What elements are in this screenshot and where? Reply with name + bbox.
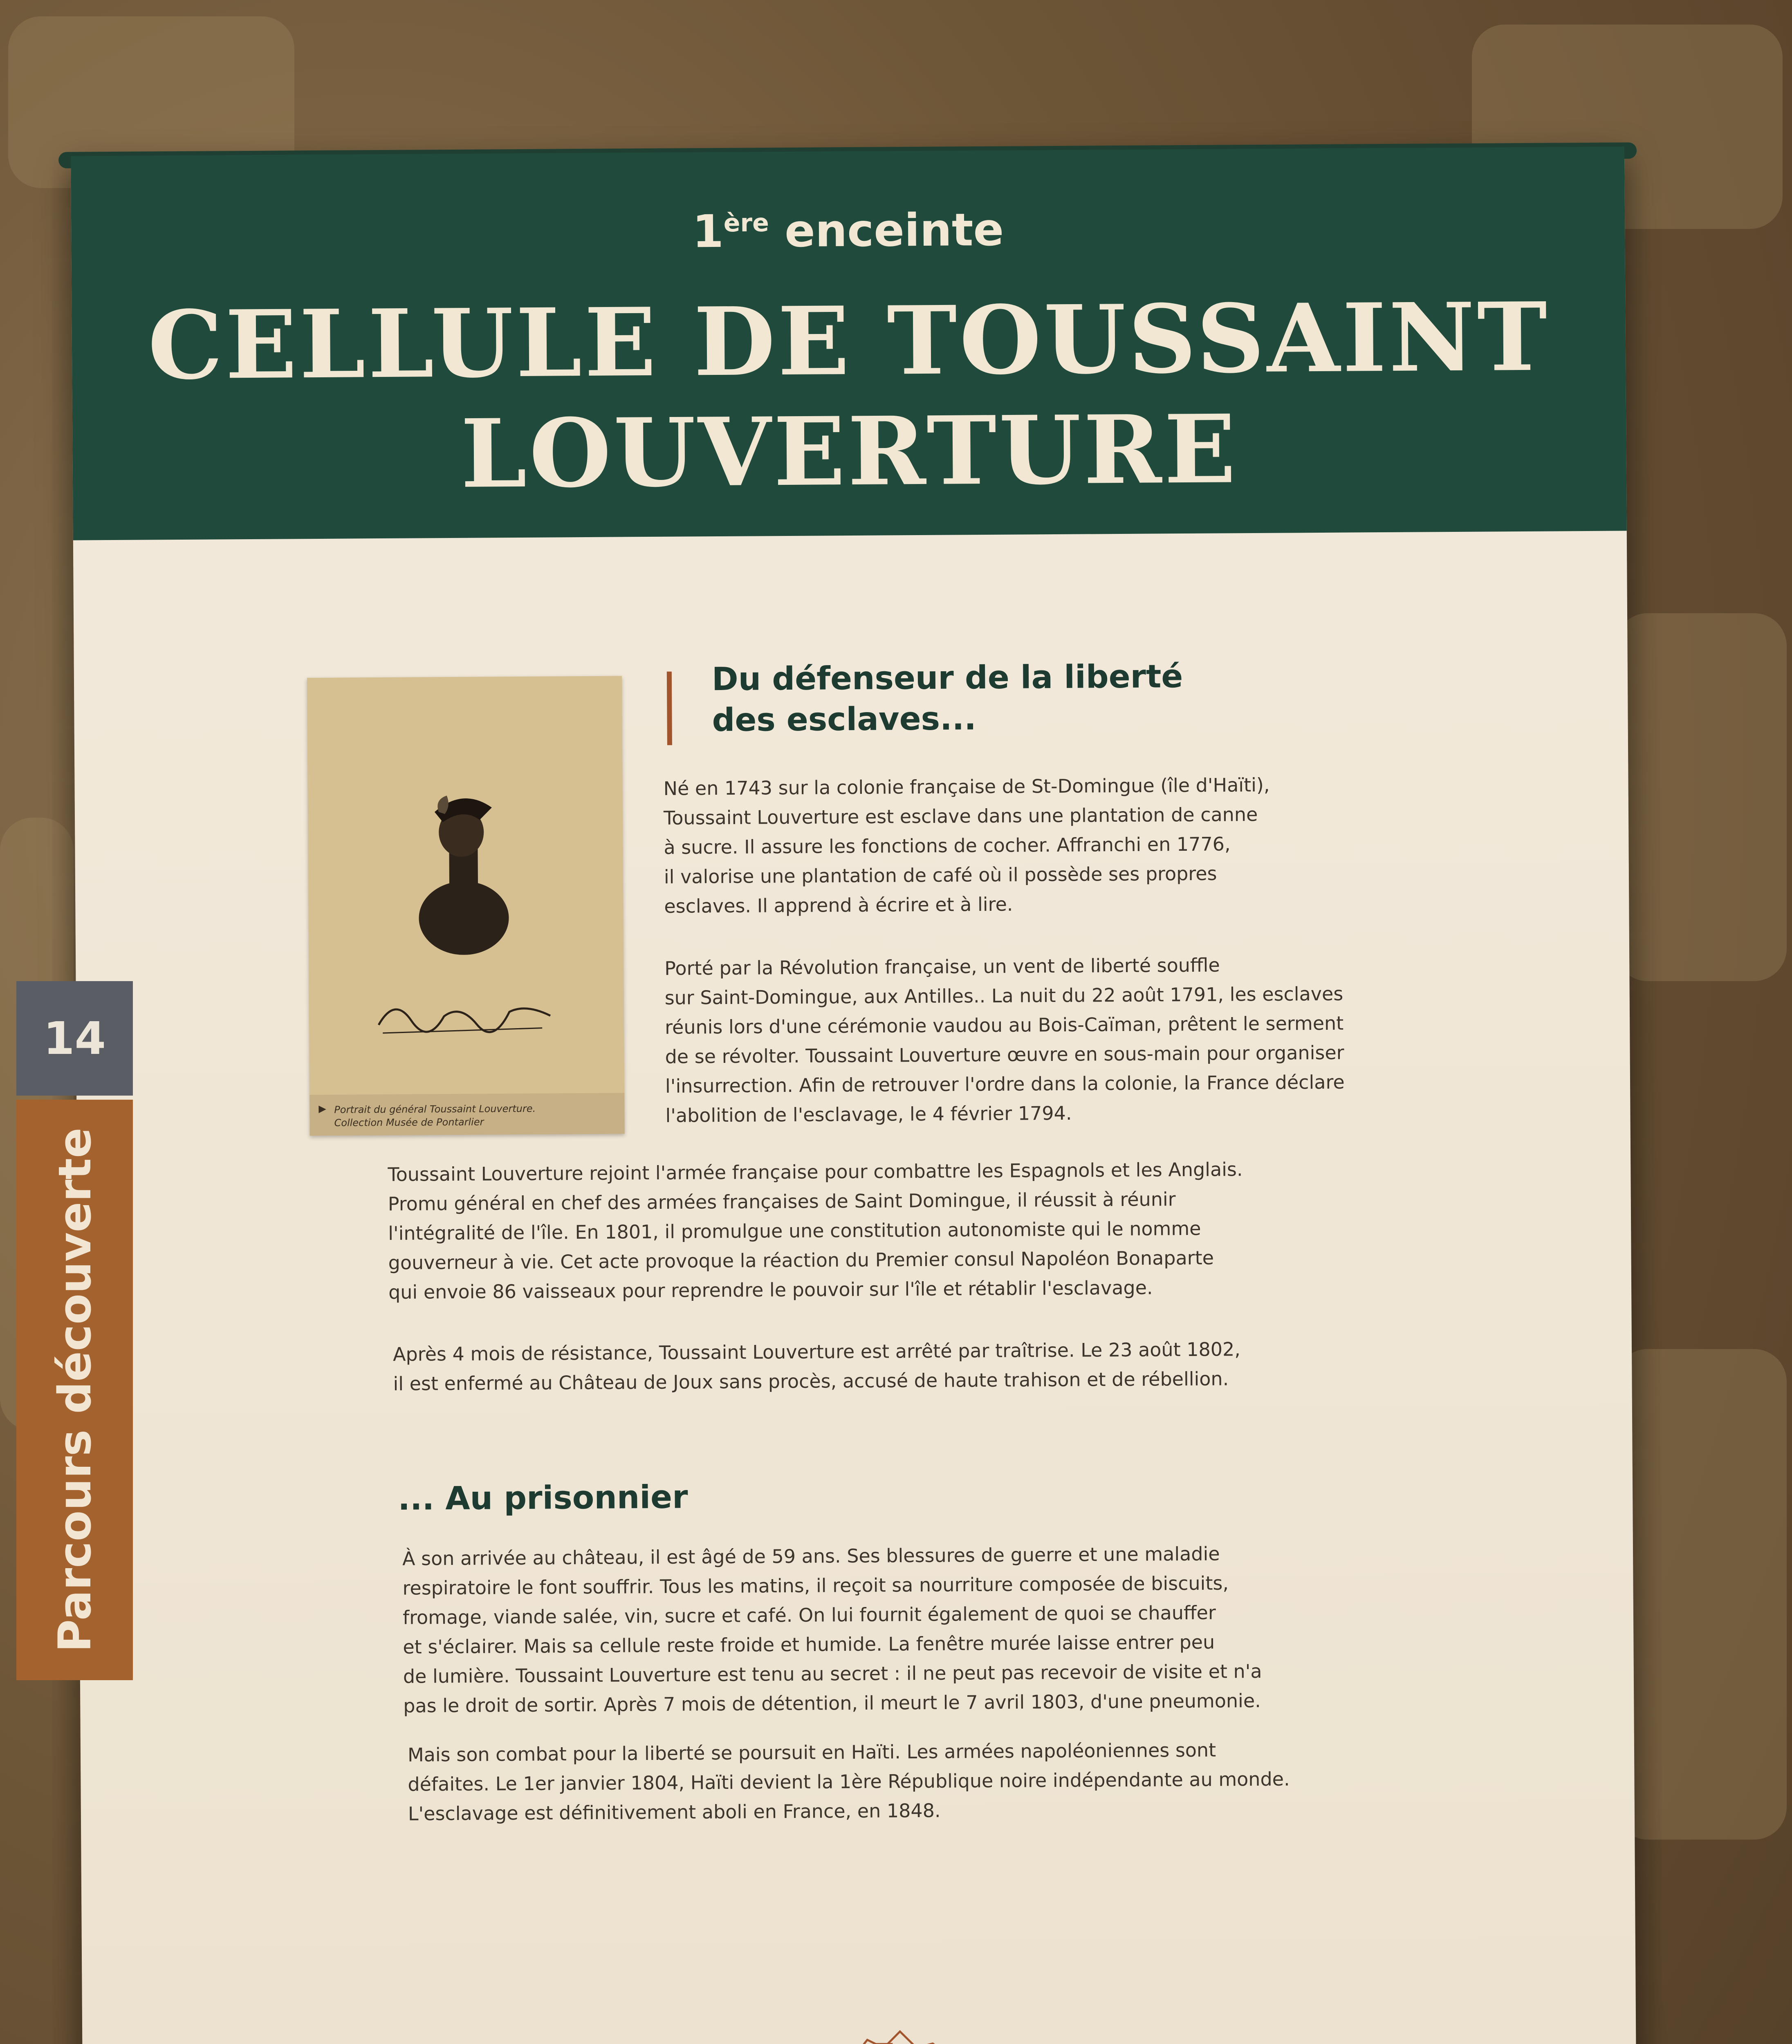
text-line: respiratoire le font souffrir. Tous les matins, il reçoit sa nourriture composée de biscuits,: [402, 1572, 1229, 1599]
tour-label-text: Parcours découverte: [48, 1127, 101, 1652]
text-line: à sucre. Il assure les fonctions de cocher. Affranchi en 1776,: [664, 833, 1231, 858]
text-line: Promu général en chef des armées françaises de Saint Domingue, il réussit à réunir: [388, 1188, 1176, 1215]
text-line: réunis lors d'une cérémonie vaudou au Bois-Caïman, prêtent le serment: [664, 1012, 1344, 1038]
portrait-image: [307, 676, 625, 1136]
signature-icon: [370, 987, 559, 1045]
text-line: de se révolter. Toussaint Louverture œuvre en sous-main pour organiser: [665, 1041, 1344, 1068]
text-line: Porté par la Révolution française, un vent de liberté souffle: [664, 954, 1220, 979]
text-line: Après 4 mois de résistance, Toussaint Louverture est arrêté par traîtrise. Le 23 août 1802,: [392, 1338, 1241, 1365]
info-banner: [71, 146, 1638, 2044]
text-line: Toussaint Louverture est esclave dans une plantation de canne: [663, 803, 1258, 829]
text-line: esclaves. Il apprend à écrire et à lire.: [664, 893, 1013, 917]
text-line: Toussaint Louverture rejoint l'armée française pour combattre les Espagnols et les Anglais.: [388, 1158, 1243, 1186]
text-line: Mais son combat pour la liberté se poursuit en Haïti. Les armées napoléoniennes sont: [407, 1739, 1216, 1766]
section-heading-1: [712, 656, 1183, 741]
banner-header: [71, 146, 1627, 540]
text-line: gouverneur à vie. Cet acte provoque la réaction du Premier consul Napoléon Bonaparte: [388, 1246, 1214, 1274]
kicker-text: enceinte: [784, 203, 1004, 257]
text-line: sur Saint-Domingue, aux Antilles.. La nuit du 22 août 1791, les esclaves: [664, 982, 1343, 1009]
heading-accent-bar: [667, 672, 672, 745]
text-line: l'insurrection. Afin de retrouver l'ordre dans la colonie, la France déclare: [665, 1071, 1345, 1097]
text-line: qui envoie 86 vaisseaux pour reprendre le pouvoir sur l'île et rétablir l'esclavage.: [388, 1276, 1153, 1303]
text-line: défaites. Le 1er janvier 1804, Haïti devient la 1ère République noire indépendante au monde.: [408, 1768, 1290, 1795]
section-heading-2: [398, 1477, 688, 1520]
paragraph-arrest: [393, 1334, 1241, 1399]
title-line-1: CELLULE DE TOUSSAINT: [147, 282, 1550, 401]
text-line: fromage, viande salée, vin, sucre et café. On lui fournit également de quoi se chauffer: [402, 1601, 1216, 1629]
section-heading-1-line-1: Du défenseur de la liberté: [711, 658, 1183, 698]
kicker-sup: ère: [723, 208, 769, 238]
section-heading-1-line-2: des esclaves...: [712, 700, 977, 739]
text-line: et s'éclairer. Mais sa cellule reste froide et humide. La fenêtre murée laisse entrer peu: [403, 1631, 1215, 1658]
text-line: pas le droit de sortir. Après 7 mois de détention, il meurt le 7 avril 1803, d'une pneumonie.: [403, 1689, 1261, 1717]
chateau-logo: [704, 2014, 1072, 2044]
caption-arrow-icon: ▶: [318, 1103, 326, 1114]
paragraph-birth: [663, 770, 1270, 921]
text-line: de lumière. Toussaint Louverture est tenu au secret : il ne peut pas recevoir de visite et n'a: [403, 1660, 1262, 1688]
castle-icon: [761, 2015, 1015, 2044]
caption-line-1: Portrait du général Toussaint Louverture.: [334, 1103, 536, 1116]
text-line: l'intégralité de l'île. En 1801, il promulgue une constitution autonomiste qui le nomme: [388, 1217, 1201, 1244]
wall-stone: [1615, 613, 1787, 981]
page-title: [72, 281, 1626, 511]
portrait-figure-icon: [410, 783, 518, 955]
section-heading-2-text: ... Au prisonnier: [397, 1479, 688, 1517]
text-line: il valorise une plantation de café où il possède ses propres: [664, 862, 1217, 888]
stop-number: 14: [43, 1012, 106, 1065]
tour-label-tab: [16, 1100, 133, 1680]
text-line: il est enfermé au Château de Joux sans procès, accusé de haute trahison et de rébellion.: [393, 1367, 1229, 1395]
text-line: Né en 1743 sur la colonie française de St-Domingue (île d'Haïti),: [663, 773, 1270, 800]
text-line: L'esclavage est définitivement aboli en France, en 1848.: [408, 1799, 941, 1825]
wall-stone: [1615, 1349, 1787, 1840]
enclosure-label: [71, 199, 1625, 261]
kicker-number: 1: [692, 205, 724, 258]
title-line-2: LOUVERTURE: [460, 394, 1239, 509]
paragraph-general: [388, 1154, 1243, 1307]
text-line: l'abolition de l'esclavage, le 4 février 1794.: [665, 1102, 1072, 1127]
paragraph-prison: [402, 1539, 1262, 1721]
caption-line-2: Collection Musée de Pontarlier: [334, 1116, 484, 1129]
portrait-caption: [334, 1102, 536, 1130]
stop-number-badge: [16, 981, 133, 1096]
paragraph-legacy: [408, 1735, 1290, 1829]
paragraph-revolution: [664, 950, 1345, 1130]
text-line: À son arrivée au château, il est âgé de 59 ans. Ses blessures de guerre et une maladie: [402, 1542, 1220, 1570]
